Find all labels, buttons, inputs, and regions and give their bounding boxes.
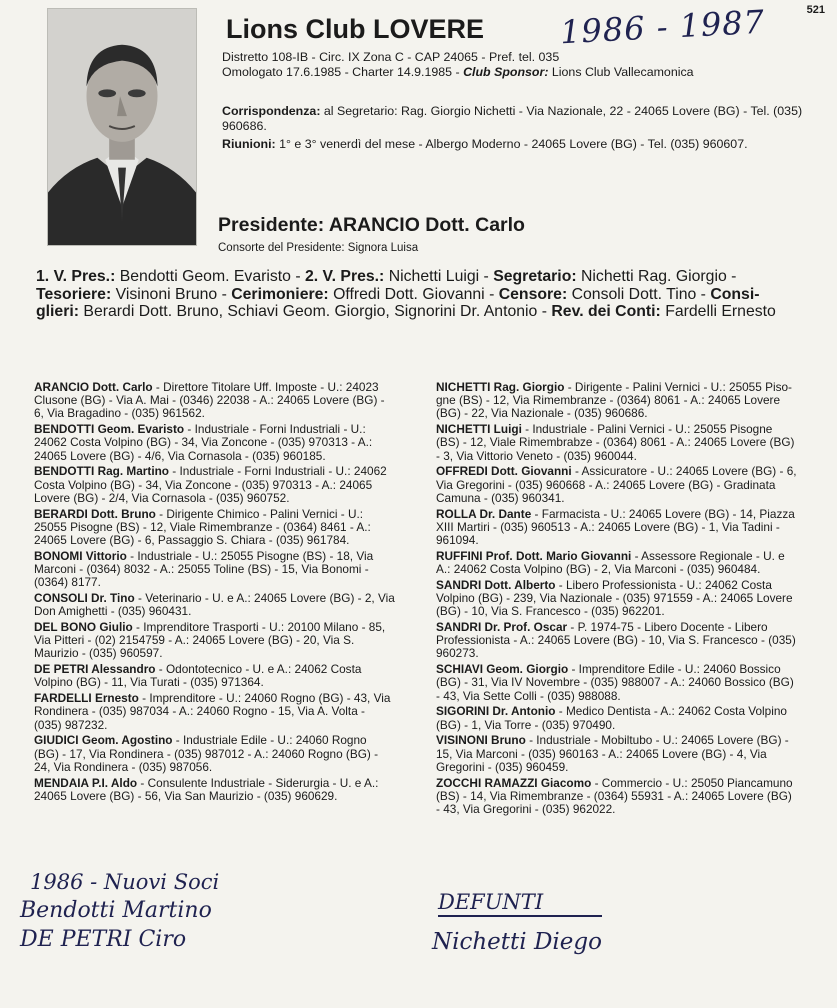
member-detail: Costa Volpino (BG) - 34, Via Zoncone - (035) 970313 - A.: 24065: [34, 477, 373, 492]
member-entry: [436, 423, 820, 463]
member-detail: - 43, Via Sette Colli - (035) 988088.: [436, 688, 621, 703]
meetings-text: 1° e 3° venerdì del mese - Albergo Moderno - 24065 Lovere (BG) - Tel. (035) 960607.: [275, 137, 748, 151]
member-name: NICHETTI Luigi: [436, 422, 522, 437]
club-title: Lions Club LOVERE: [226, 14, 485, 44]
member-name: DE PETRI Alessandro: [34, 662, 156, 677]
member-detail: (035) 987232.: [34, 717, 108, 732]
member-detail: Professionista - A.: 24065 Lovere (BG) - 10, Via S. Francesco - (035): [436, 633, 796, 648]
member-detail: - P. 1974-75 - Libero Docente - Libero: [567, 620, 768, 635]
member-detail: (BG) - 10, Via S. Francesco - (035) 962201.: [436, 604, 665, 619]
member-line: [34, 790, 412, 803]
officers-line-2: [36, 286, 822, 304]
member-detail: (0364) 8177.: [34, 575, 101, 590]
member-detail: gne (BS) - 12, Via Rimembranze - (0364) 8061 - A.: 24065 Lovere: [436, 393, 781, 408]
member-line: [436, 634, 820, 647]
member-line: [34, 576, 412, 589]
member-line: [34, 450, 412, 463]
member-entry: [34, 621, 412, 661]
sponsor-label: Club Sponsor:: [463, 65, 549, 79]
member-detail: - Dirigente Chimico - Palini Vernici - U.:: [155, 506, 364, 521]
ceremony-master-label: Cerimoniere:: [231, 285, 329, 303]
member-detail: Maurizio - (035) 960597.: [34, 646, 163, 661]
councillors-label-start: Consi-: [710, 285, 760, 303]
member-detail: 24, Via Rondinera - (035) 987056.: [34, 759, 213, 774]
member-line: [34, 492, 412, 505]
member-entry: [34, 692, 412, 732]
auditor: Fardelli Ernesto: [660, 303, 776, 320]
member-line: [436, 492, 820, 505]
member-entry: [34, 592, 412, 618]
new-members-note: [20, 870, 219, 952]
member-entry: [436, 663, 820, 703]
member-entry: [34, 550, 412, 590]
member-line: [34, 676, 412, 689]
members-column-right: [436, 381, 820, 819]
correspondence-line-2: 960686.: [222, 119, 267, 133]
member-detail: 25055 Pisogne (BS) - 12, Viale Rimembranze - (0364) 8461 - A.:: [34, 519, 371, 534]
censor: Consoli Dott. Tino -: [567, 285, 711, 303]
member-entry: [436, 381, 820, 421]
member-detail: - Industriale Edile - U.: 24060 Rogno: [172, 733, 367, 748]
member-detail: XIII Martiri - (035) 960513 - A.: 24065 Lovere (BG) - 1, Via Tadini -: [436, 519, 780, 534]
member-name: SANDRI Dr. Prof. Oscar: [436, 620, 568, 635]
member-name: FARDELLI Ernesto: [34, 691, 139, 706]
member-detail: - Farmacista - U.: 24065 Lovere (BG) - 14, Piazza: [531, 506, 795, 521]
member-detail: - Industriale - Palini Vernici - U.: 25055 Pisogne: [521, 422, 773, 437]
member-detail: (BG) - 17, Via Rondinera - (035) 987012 - A.: 24060 Rogno (BG) -: [34, 746, 379, 761]
member-entry: [34, 508, 412, 548]
member-entry: [34, 777, 412, 803]
member-line: [34, 407, 412, 420]
member-detail: - Commercio - U.: 25050 Piancamuno: [591, 775, 793, 790]
officers-line-3: [36, 303, 822, 321]
treasurer-label: Tesoriere:: [36, 285, 112, 303]
member-entry: [436, 465, 820, 505]
member-name: DEL BONO Giulio: [34, 620, 133, 635]
member-name: BERARDI Dott. Bruno: [34, 506, 156, 521]
member-line: [436, 563, 820, 576]
member-detail: 24062 Costa Volpino (BG) - 34, Via Zoncone - (035) 970313 - A.:: [34, 435, 373, 450]
member-name: MENDAIA P.I. Aldo: [34, 775, 138, 790]
member-detail: 961094.: [436, 533, 479, 548]
member-detail: Via Gregorini - (035) 960668 - A.: 24065 Lovere (BG) - Gradinata: [436, 477, 776, 492]
secretary-label: Segretario:: [493, 268, 577, 285]
member-entry: [436, 508, 820, 548]
member-detail: - Industriale - Mobiltubo - U.: 24065 Lovere (BG) -: [525, 733, 789, 748]
member-detail: 24065 Lovere (BG) - 6, Passaggio S. Chiara - (035) 961784.: [34, 533, 350, 548]
member-name: SIGORINI Dr. Antonio: [436, 704, 556, 719]
deceased-title: DEFUNTI: [438, 890, 602, 917]
member-name: RUFFINI Prof. Dott. Mario Giovanni: [436, 548, 632, 563]
member-line: [436, 761, 820, 774]
member-detail: 6, Via Bragadino - (035) 961562.: [34, 406, 205, 421]
member-detail: (BG) - 22, Via Nazionale - (035) 960686.: [436, 406, 648, 421]
member-detail: - Dirigente - Palini Vernici - U.: 25055 Piso-: [564, 380, 792, 394]
member-detail: - Veterinario - U. e A.: 24065 Lovere (BG) - 2, Via: [134, 591, 395, 606]
meetings-label: Riunioni:: [222, 137, 276, 151]
member-entry: [436, 550, 820, 576]
vice-president-2: Nichetti Luigi -: [384, 268, 494, 285]
charter-text: Omologato 17.6.1985 - Charter 14.9.1985 -: [222, 65, 464, 79]
member-detail: (BG) - 31, Via IV Novembre - (035) 988007 - A.: 24060 Bossico (BG): [436, 675, 794, 690]
treasurer: Visinoni Bruno -: [111, 285, 232, 303]
member-detail: Clusone (BG) - Via A. Mai - (0346) 22038 - A.: 24065 Lovere (BG) -: [34, 393, 385, 408]
member-detail: Don Amighetti - (035) 960431.: [34, 604, 192, 619]
member-detail: - Imprenditore Trasporti - U.: 20100 Milano - 85,: [132, 620, 386, 635]
member-line: [436, 647, 820, 660]
member-entry: [436, 579, 820, 619]
member-detail: 24065 Lovere (BG) - 4/6, Via Cornasola - (035) 960185.: [34, 448, 326, 463]
member-entry: [34, 381, 412, 421]
secretary: Nichetti Rag. Giorgio -: [576, 268, 737, 285]
page-number: 521: [806, 4, 825, 16]
member-detail: - Industriale - U.: 25055 Pisogne (BS) - 18, Via: [126, 548, 374, 563]
member-line: [436, 605, 820, 618]
member-detail: - Libero Professionista - U.: 24062 Costa: [555, 577, 772, 592]
member-entry: [436, 705, 820, 731]
member-detail: Gregorini - (035) 960459.: [436, 759, 569, 774]
member-name: SCHIAVI Geom. Giorgio: [436, 662, 569, 677]
member-detail: (BS) - 14, Via Rimembranze - (0364) 55931 - A.: 24065 Lovere (BG): [436, 788, 792, 803]
auditor-label: Rev. dei Conti:: [551, 303, 661, 320]
member-detail: (BS) - 12, Viale Rimembrabze - (0364) 8061 - A.: 24065 Lovere (BG): [436, 435, 795, 450]
member-line: [436, 407, 820, 420]
member-detail: - 3, Via Vittorio Veneto - (035) 960044.: [436, 448, 637, 463]
new-member-1: Bendotti Martino: [20, 898, 212, 923]
member-detail: 24065 Lovere (BG) - 56, Via San Maurizio - (035) 960629.: [34, 788, 338, 803]
member-line: [34, 647, 412, 660]
member-entry: [34, 423, 412, 463]
member-name: GIUDICI Geom. Agostino: [34, 733, 173, 748]
member-detail: - Odontotecnico - U. e A.: 24062 Costa: [155, 662, 362, 677]
officers-block: [36, 268, 822, 321]
member-name: SANDRI Dott. Alberto: [436, 577, 556, 592]
member-entry: [436, 734, 820, 774]
member-line: [436, 521, 820, 534]
member-line: [34, 761, 412, 774]
member-detail: - Industriale - Forni Industriali - U.:: [184, 422, 366, 437]
member-name: OFFREDI Dott. Giovanni: [436, 464, 572, 479]
sponsor-text: Lions Club Vallecamonica: [548, 65, 694, 79]
vice-president-1-label: 1. V. Pres.:: [36, 268, 116, 285]
correspondence-line: [222, 104, 802, 119]
vice-president-1: Bendotti Geom. Evaristo -: [115, 268, 305, 285]
member-entry: [34, 663, 412, 689]
member-line: [436, 534, 820, 547]
president-title: Presidente: ARANCIO Dott. Carlo: [218, 214, 525, 236]
member-name: VISINONI Bruno: [436, 733, 526, 748]
member-name: NICHETTI Rag. Giorgio: [436, 380, 565, 394]
member-line: [436, 450, 820, 463]
president-spouse: Consorte del Presidente: Signora Luisa: [218, 242, 419, 254]
member-line: [436, 803, 820, 816]
member-entry: [34, 734, 412, 774]
member-detail: Camuna - (035) 960341.: [436, 490, 565, 505]
member-detail: Marconi - (0364) 8032 - A.: 25055 Toline (BS) - 15, Via Bonomi -: [34, 562, 369, 577]
member-detail: Lovere (BG) - 2/4, Via Cornasola - (035) 960752.: [34, 490, 290, 505]
charter-line: [222, 65, 694, 80]
member-entry: [436, 777, 820, 817]
deceased-1: Nichetti Diego: [432, 929, 602, 955]
president-photo: [47, 8, 197, 246]
member-name: BENDOTTI Rag. Martino: [34, 464, 170, 479]
member-detail: Rondinera - (035) 987034 - A.: 24060 Rogno - 15, Via A. Volta -: [34, 704, 365, 719]
correspondence-text: al Segretario: Rag. Giorgio Nichetti - Via Nazionale, 22 - 24065 Lovere (BG) - Tel. (035): [320, 104, 803, 118]
member-detail: (BG) - 1, Via Torre - (035) 970490.: [436, 717, 616, 732]
member-detail: - Medico Dentista - A.: 24062 Costa Volpino: [555, 704, 787, 719]
member-detail: Volpino (BG) - 239, Via Nazionale - (035) 971559 - A.: 24065 Lovere: [436, 591, 793, 606]
member-line: [436, 719, 820, 732]
member-name: ROLLA Dr. Dante: [436, 506, 532, 521]
censor-label: Censore:: [498, 285, 568, 303]
member-detail: 15, Via Marconi - (035) 960163 - A.: 24065 Lovere (BG) - 4, Via: [436, 746, 767, 761]
councillors: Berardi Dott. Bruno, Schiavi Geom. Giorgio, Signorini Dr. Antonio -: [79, 303, 552, 320]
member-line: [34, 719, 412, 732]
member-line: [34, 534, 412, 547]
member-detail: - Direttore Titolare Uff. Imposte - U.: 24023: [152, 380, 379, 394]
member-detail: A.: 24062 Costa Volpino (BG) - 2, Via Marconi - (035) 960484.: [436, 562, 761, 577]
new-member-2: DE PETRI Ciro: [20, 927, 187, 952]
member-detail: - 43, Via Gregorini - (035) 962022.: [436, 802, 616, 817]
members-column-left: [34, 381, 412, 806]
member-detail: 960273.: [436, 646, 479, 661]
meetings-line: [222, 137, 748, 152]
member-detail: - Imprenditore - U.: 24060 Rogno (BG) - 43, Via: [138, 691, 391, 706]
member-name: BENDOTTI Geom. Evaristo: [34, 422, 185, 437]
member-line: [34, 605, 412, 618]
member-detail: Volpino (BG) - 11, Via Turati - (035) 971364.: [34, 675, 264, 690]
new-members-title: 1986 - Nuovi Soci: [30, 870, 220, 894]
member-detail: - Imprenditore Edile - U.: 24060 Bossico: [568, 662, 781, 677]
member-entry: [34, 465, 412, 505]
councillors-label-end: glieri:: [36, 303, 80, 320]
member-entry: [436, 621, 820, 661]
member-detail: Via Pitteri - (02) 2154759 - A.: 24065 Lovere (BG) - 20, Via S.: [34, 633, 355, 648]
member-detail: - Industriale - Forni Industriali - U.: 24062: [169, 464, 387, 479]
member-detail: - Consulente Industriale - Siderurgia - U. e A.:: [137, 775, 379, 790]
correspondence-label: Corrispondenza:: [222, 104, 321, 118]
member-name: CONSOLI Dr. Tino: [34, 591, 135, 606]
member-line: [436, 690, 820, 703]
member-name: ZOCCHI RAMAZZI Giacomo: [436, 775, 592, 790]
ceremony-master: Offredi Dott. Giovanni -: [328, 285, 499, 303]
member-detail: - Assessore Regionale - U. e: [631, 548, 785, 563]
vice-president-2-label: 2. V. Pres.:: [304, 268, 385, 285]
member-name: BONOMI Vittorio: [34, 548, 127, 563]
member-name: ARANCIO Dott. Carlo: [34, 380, 153, 394]
member-detail: - Assicuratore - U.: 24065 Lovere (BG) - 6,: [571, 464, 797, 479]
deceased-note: [432, 890, 602, 955]
district-line: Distretto 108-IB - Circ. IX Zona C - CAP 24065 - Pref. tel. 035: [222, 50, 560, 64]
handwritten-year: 1986 - 1987: [559, 2, 766, 52]
officers-line-1: [36, 268, 822, 286]
